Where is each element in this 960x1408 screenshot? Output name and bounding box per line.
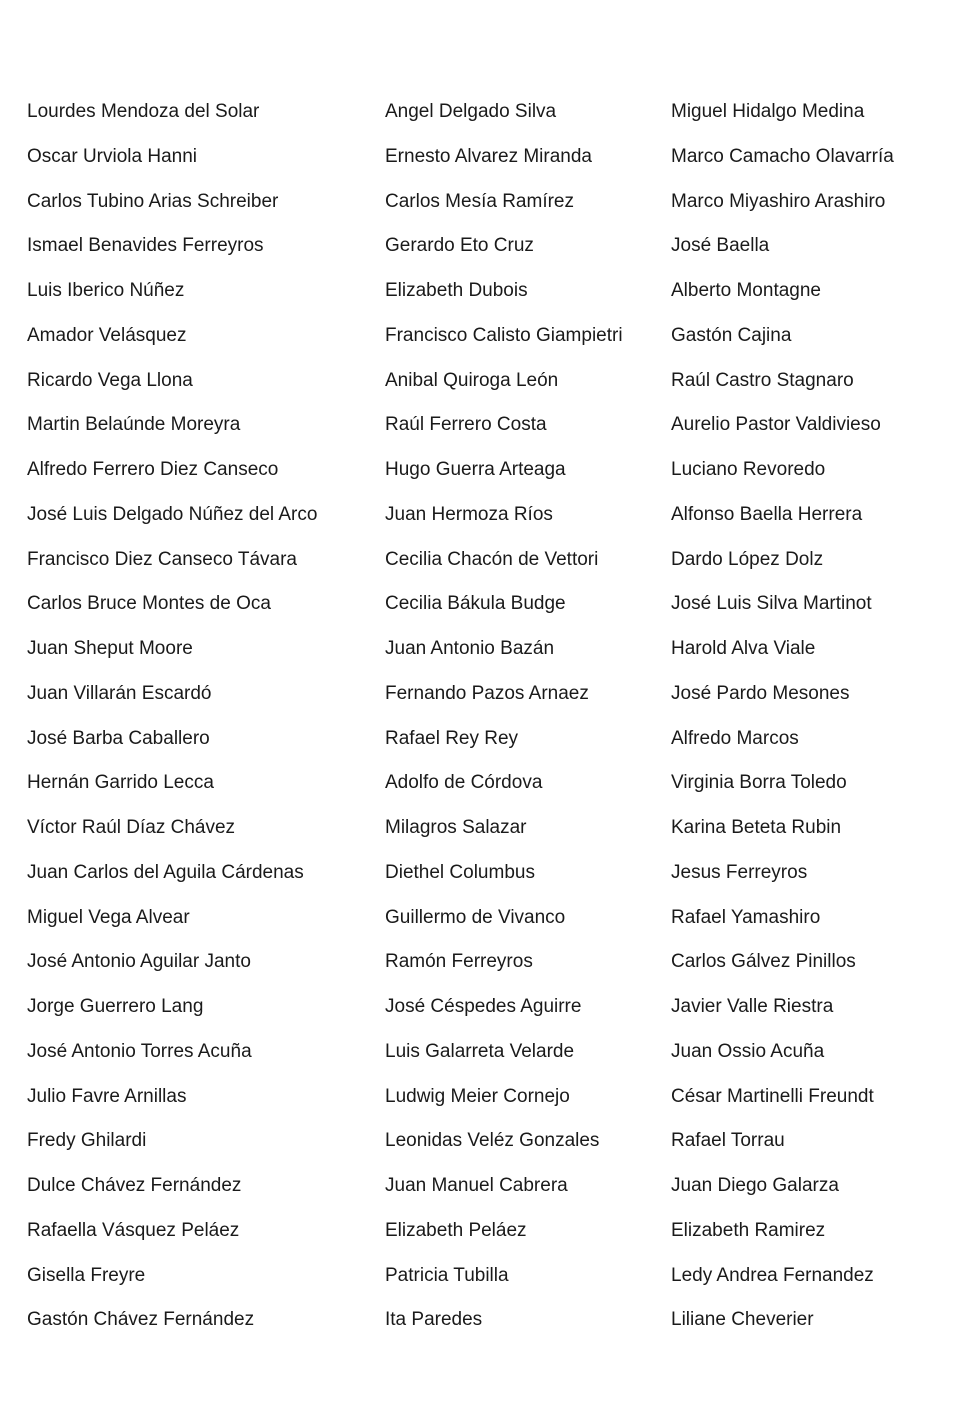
name-list-item: Liliane Cheverier bbox=[671, 1309, 814, 1331]
name-list-item: Alfonso Baella Herrera bbox=[671, 503, 863, 525]
name-list-item: Carlos Gálvez Pinillos bbox=[671, 951, 856, 973]
name-list-item: Elizabeth Dubois bbox=[385, 280, 528, 301]
name-column-3 bbox=[671, 90, 956, 1343]
name-list-item: Ricardo Vega Llona bbox=[27, 369, 193, 391]
name-list-item: Víctor Raúl Díaz Chávez bbox=[27, 817, 236, 838]
name-list-item: Rafael Yamashiro bbox=[671, 906, 821, 928]
name-list-item: Ramón Ferreyros bbox=[385, 951, 533, 973]
name-list-item: Elizabeth Peláez bbox=[385, 1219, 527, 1241]
name-list-item: Alfredo Marcos bbox=[671, 727, 799, 749]
name-list-item: Harold Alva Viale bbox=[671, 638, 816, 659]
name-list-item: José Baella bbox=[671, 235, 770, 257]
name-list-item: José Luis Delgado Núñez del Arco bbox=[27, 503, 318, 525]
name-list-item: Karina Beteta Rubin bbox=[671, 817, 842, 838]
name-list-item: Francisco Diez Canseco Távara bbox=[27, 548, 297, 570]
name-list-item: Marco Camacho Olavarría bbox=[671, 145, 894, 167]
name-list-item: Carlos Bruce Montes de Oca bbox=[27, 593, 271, 615]
name-list-item: Luis Iberico Núñez bbox=[27, 280, 185, 301]
name-list-item: Adolfo de Córdova bbox=[385, 772, 543, 794]
name-list-item: Patricia Tubilla bbox=[385, 1264, 509, 1286]
name-list-item: José Pardo Mesones bbox=[671, 682, 850, 704]
name-list-item: Elizabeth Ramirez bbox=[671, 1219, 826, 1241]
name-list-item: Guillermo de Vivanco bbox=[385, 906, 566, 928]
name-list-item: Alfredo Ferrero Diez Canseco bbox=[27, 459, 279, 480]
name-list-item: Fernando Pazos Arnaez bbox=[385, 682, 589, 704]
name-list-item: Gastón Chávez Fernández bbox=[27, 1309, 255, 1331]
name-list-item: Dardo López Dolz bbox=[671, 548, 824, 570]
name-list-item: Juan Antonio Bazán bbox=[385, 638, 555, 659]
name-list-item: Raúl Castro Stagnaro bbox=[671, 369, 854, 391]
name-list-item: Martin Belaúnde Moreyra bbox=[27, 414, 241, 436]
name-list-item: Ita Paredes bbox=[385, 1309, 483, 1331]
name-list-item: Anibal Quiroga León bbox=[385, 369, 559, 391]
name-list-item: Ludwig Meier Cornejo bbox=[385, 1085, 570, 1107]
name-list-item: Julio Favre Arnillas bbox=[27, 1085, 187, 1107]
name-list-item: Juan Carlos del Aguila Cárdenas bbox=[27, 861, 304, 883]
name-list-item: Juan Sheput Moore bbox=[27, 638, 193, 659]
name-list-item: Francisco Calisto Giampietri bbox=[385, 324, 623, 346]
name-list-item: José Céspedes Aguirre bbox=[385, 996, 582, 1017]
name-list-item: Alberto Montagne bbox=[671, 280, 821, 301]
name-list-item: José Barba Caballero bbox=[27, 727, 210, 749]
name-list-item: Amador Velásquez bbox=[27, 324, 187, 346]
name-list-item: Carlos Tubino Arias Schreiber bbox=[27, 190, 279, 212]
name-list-item: Milagros Salazar bbox=[385, 817, 527, 838]
name-list-item: Hernán Garrido Lecca bbox=[27, 772, 214, 794]
name-list-item: Cecilia Chacón de Vettori bbox=[385, 548, 599, 570]
name-list-item: César Martinelli Freundt bbox=[671, 1085, 874, 1107]
name-list-item: Diethel Columbus bbox=[385, 861, 535, 883]
name-list-item: Miguel Hidalgo Medina bbox=[671, 101, 865, 122]
name-list-item: Rafaella Vásquez Peláez bbox=[27, 1219, 240, 1241]
name-list-item: Virginia Borra Toledo bbox=[671, 772, 847, 794]
name-list-item: Lourdes Mendoza del Solar bbox=[27, 101, 260, 122]
name-list-item: Ernesto Alvarez Miranda bbox=[385, 145, 592, 167]
name-list-item: Oscar Urviola Hanni bbox=[27, 145, 197, 167]
name-list-item: Juan Hermoza Ríos bbox=[385, 503, 553, 525]
name-list-item: Juan Diego Galarza bbox=[671, 1175, 839, 1196]
name-list-item: Fredy Ghilardi bbox=[27, 1130, 147, 1152]
name-list-item: Gastón Cajina bbox=[671, 324, 792, 346]
name-list-item: Ledy Andrea Fernandez bbox=[671, 1264, 874, 1286]
name-list-item: Juan Villarán Escardó bbox=[27, 682, 212, 704]
name-list-item: Hugo Guerra Arteaga bbox=[385, 459, 566, 480]
name-list-item: Dulce Chávez Fernández bbox=[27, 1175, 242, 1196]
name-list-item: Leonidas Veléz Gonzales bbox=[385, 1130, 600, 1152]
name-list-item: Gisella Freyre bbox=[27, 1264, 146, 1286]
name-list-item: Miguel Vega Alvear bbox=[27, 906, 190, 928]
name-list-item: Marco Miyashiro Arashiro bbox=[671, 190, 886, 212]
name-list-item: Juan Manuel Cabrera bbox=[385, 1175, 568, 1196]
name-list-item: José Antonio Aguilar Janto bbox=[27, 951, 251, 973]
name-list-item: Carlos Mesía Ramírez bbox=[385, 190, 574, 212]
name-list-item: Jesus Ferreyros bbox=[671, 861, 808, 883]
name-list-item: Aurelio Pastor Valdivieso bbox=[671, 414, 881, 436]
name-list-item: Ismael Benavides Ferreyros bbox=[27, 235, 264, 257]
name-list-item: Luciano Revoredo bbox=[671, 459, 826, 480]
name-column-2 bbox=[385, 90, 665, 1343]
name-list-item: Luis Galarreta Velarde bbox=[385, 1040, 575, 1062]
name-list-item: José Luis Silva Martinot bbox=[671, 593, 872, 615]
name-list-item: José Antonio Torres Acuña bbox=[27, 1040, 252, 1062]
name-list-item: Gerardo Eto Cruz bbox=[385, 235, 534, 257]
name-list-item: Juan Ossio Acuña bbox=[671, 1040, 825, 1062]
name-list-item: Javier Valle Riestra bbox=[671, 996, 834, 1017]
name-list-item: Rafael Torrau bbox=[671, 1130, 785, 1152]
name-list-item: Jorge Guerrero Lang bbox=[27, 996, 204, 1017]
name-column-1 bbox=[27, 90, 367, 1343]
name-list-item: Rafael Rey Rey bbox=[385, 727, 519, 749]
name-list-item: Raúl Ferrero Costa bbox=[385, 414, 547, 436]
name-list-item: Cecilia Bákula Budge bbox=[385, 593, 566, 615]
name-list-item: Angel Delgado Silva bbox=[385, 101, 557, 122]
